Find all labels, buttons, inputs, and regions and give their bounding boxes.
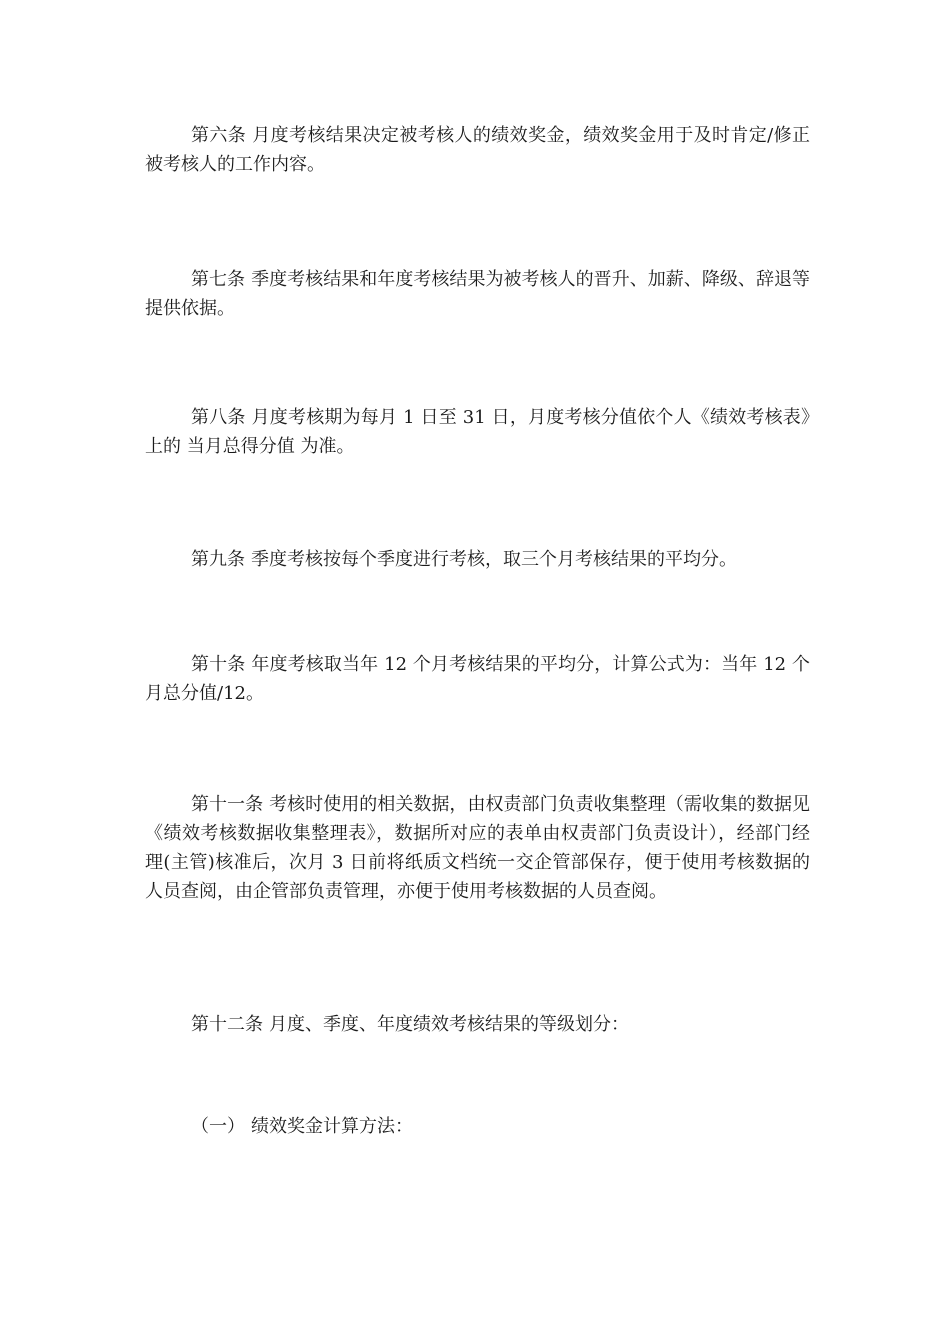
- article-number: 第六条: [191, 125, 247, 146]
- article-text: 季度考核按每个季度进行考核，取三个月考核结果的平均分。: [251, 549, 737, 570]
- article-12: [145, 1010, 810, 1039]
- article-number: 第十二条: [191, 1014, 263, 1035]
- article-number: 第十一条: [191, 794, 264, 815]
- article-7: [145, 265, 810, 323]
- subsection-text: 绩效奖金计算方法：: [251, 1116, 413, 1137]
- article-number: 第九条: [191, 549, 245, 570]
- article-number: 第八条: [191, 407, 246, 428]
- article-text: 季度考核结果和年度考核结果为被考核人的晋升、加薪、降级、辞退等提供依据。: [145, 269, 810, 319]
- article-10: [145, 650, 810, 708]
- article-text: 月度考核结果决定被考核人的绩效奖金，绩效奖金用于及时肯定/修正被考核人的工作内容。: [145, 125, 811, 175]
- article-6: [145, 121, 810, 179]
- article-number: 第十条: [191, 654, 246, 675]
- article-8: [145, 403, 810, 461]
- article-text: 月度、季度、年度绩效考核结果的等级划分：: [269, 1014, 629, 1035]
- article-9: [145, 545, 810, 574]
- article-text: 月度考核期为每月 1 日至 31 日，月度考核分值依个人《绩效考核表》上的 当月总得分值 为准。: [145, 407, 811, 457]
- subsection-number: （一）: [191, 1116, 245, 1137]
- subsection-1: [145, 1112, 810, 1141]
- article-number: 第七条: [191, 269, 246, 290]
- article-text: 考核时使用的相关数据，由权责部门负责收集整理（需收集的数据见《绩效考核数据收集整理表》，数据所对应的表单由权责部门负责设计），经部门经理(主管)核准后，次月 3 日前将纸质文档统一交企管部保存，便于使用考核数据的人员查阅，由企管部负责管理，亦便于使用考核数据的人员查阅。: [145, 794, 811, 902]
- article-text: 年度考核取当年 12 个月考核结果的平均分，计算公式为：当年 12 个月总分值/12。: [145, 654, 810, 704]
- article-11: [145, 790, 810, 906]
